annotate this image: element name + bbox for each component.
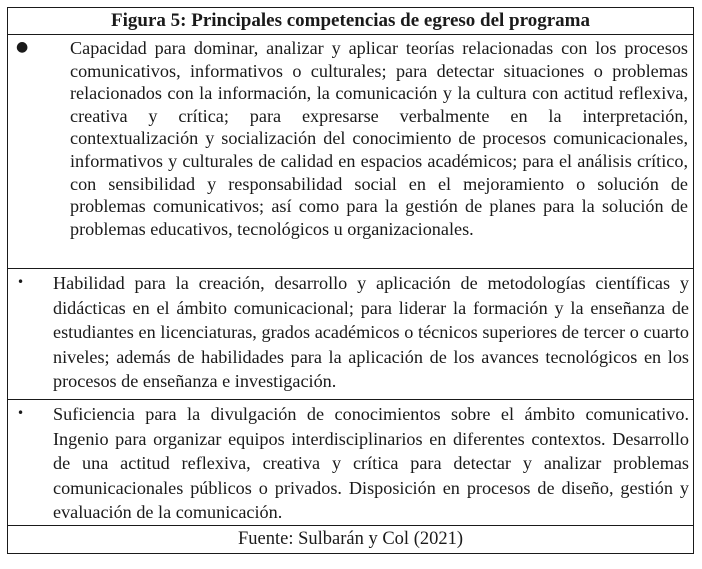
competency-text: Suficiencia para la divulgación de conocimientos sobre el ámbito comunicativo. Ingenio para organizar equipos interdisciplinarios en diferentes contextos. Desarrollo de una actitud reflexiva, creativa y crítica para detectar y analizar problemas comunicacionales públicos o privados. Disposición en procesos de diseño, gestión y evaluación de la comunicación. <box>53 404 689 522</box>
competencies-table <box>7 7 694 554</box>
figure-source: Fuente: Sulbarán y Col (2021) <box>8 525 693 553</box>
bullet-icon: ● <box>16 39 29 55</box>
bullet-icon: • <box>17 275 25 289</box>
competency-text: Capacidad para dominar, analizar y aplicar teorías relacionadas con los procesos comunicativos, informativos o culturales; para detectar situaciones o problemas relacionados con la información, la comunicación y la cultura con actitud reflexiva, creativa y crítica; para expresarse verbalmente en la interpretación, contextualización y socialización del conocimiento de procesos comunicacionales, informativos y culturales de calidad en espacios académicos; para el análisis crítico, con sensibilidad y responsabilidad social en el mejoramiento o solución de problemas comunicativos; así como para la gestión de planes para la solución de problemas educativos, tecnológicos u organizacionales. <box>70 38 688 239</box>
figure-title: Figura 5: Principales competencias de egreso del programa <box>8 8 693 35</box>
competency-row <box>8 35 693 268</box>
bullet-icon: • <box>17 406 25 420</box>
competency-text: Habilidad para la creación, desarrollo y aplicación de metodologías científicas y didácticas en el ámbito comunicacional; para liderar la formación y la enseñanza de estudiantes en licenciaturas, grados académicos o técnicos superiores de tercer o cuarto niveles; además de habilidades para la aplicación de los avances tecnológicos en los procesos de enseñanza e investigación. <box>53 273 689 391</box>
competency-row <box>8 399 693 525</box>
competency-row <box>8 268 693 399</box>
